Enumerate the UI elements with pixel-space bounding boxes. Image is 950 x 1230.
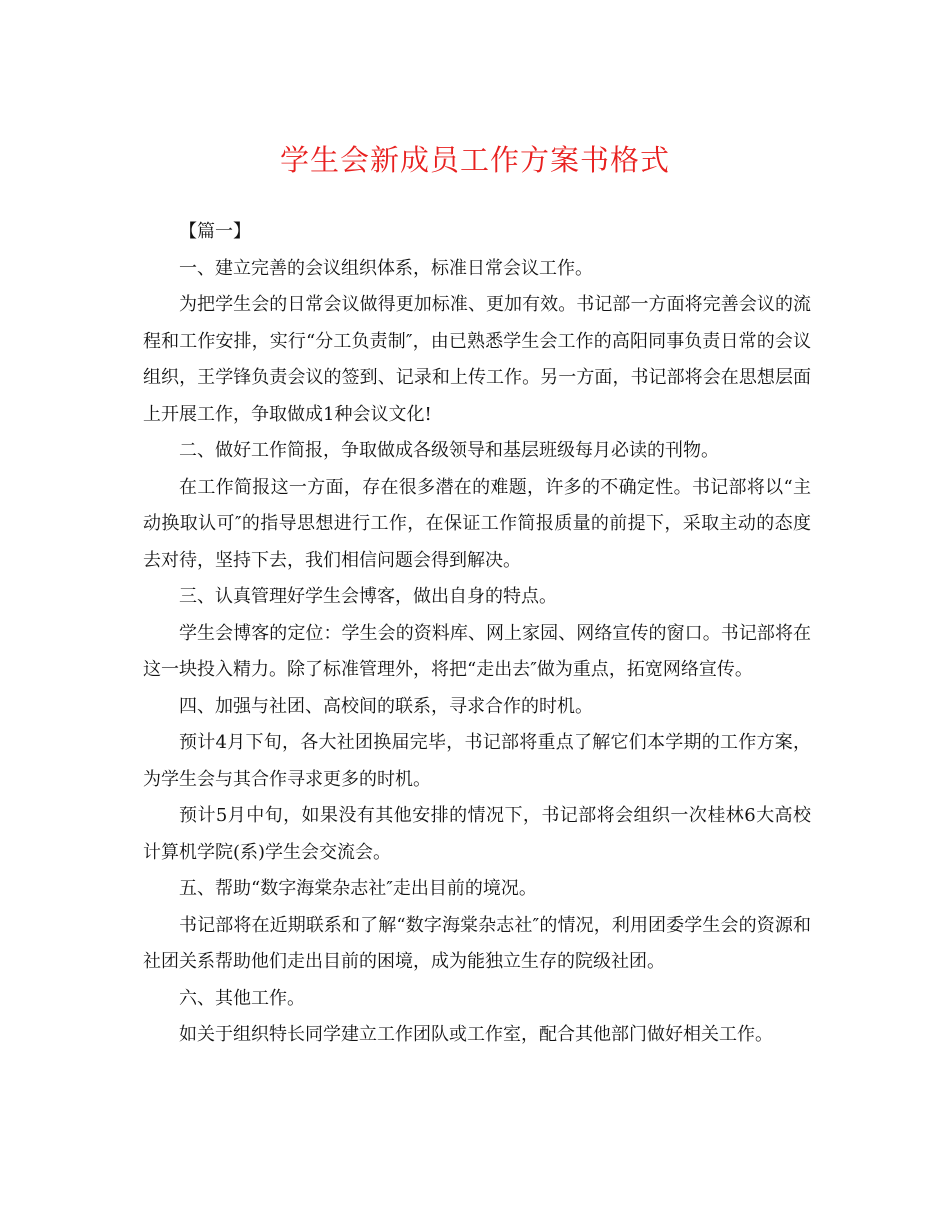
paragraph: 预计5月中旬，如果没有其他安排的情况下，书记部将会组织一次桂林6大高校计算机学院(系)学生会交流会。 [143, 805, 811, 863]
item-heading: 二、做好工作简报，争取做成各级领导和基层班级每月必读的刊物。 [179, 440, 719, 461]
paragraph: 预计4月下旬，各大社团换届完毕，书记部将重点了解它们本学期的工作方案，为学生会与其合作寻求更多的时机。 [143, 732, 811, 790]
document-body [143, 214, 811, 1054]
section-heading: 【篇一】 [179, 221, 251, 242]
item-heading: 五、帮助“数字海棠杂志社″走出目前的境况。 [179, 878, 537, 899]
paragraph: 书记部将在近期联系和了解“数字海棠杂志社″的情况，利用团委学生会的资源和社团关系帮助他们走出目前的困境，成为能独立生存的院级社团。 [143, 914, 811, 972]
item-heading: 一、建立完善的会议组织体系，标准日常会议工作。 [179, 257, 593, 279]
item-heading: 六、其他工作。 [179, 987, 305, 1009]
paragraph: 在工作简报这一方面，存在很多潜在的难题，许多的不确定性。书记部将以“主动换取认可″的指导思想进行工作，在保证工作简报质量的前提下，采取主动的态度去对待，坚持下去，我们相信问题会得到解决。 [143, 476, 811, 571]
document-title: 学生会新成员工作方案书格式 [279, 143, 670, 177]
paragraph: 为把学生会的日常会议做得更加标准、更加有效。书记部一方面将完善会议的流程和工作安排，实行“分工负责制″，由已熟悉学生会工作的高阳同事负责日常的会议组织，王学锋负责会议的签到、记录和上传工作。另一方面，书记部将会在思想层面上开展工作，争取做成1种会议文化! [143, 294, 811, 425]
paragraph: 如关于组织特长同学建立工作团队或工作室，配合其他部门做好相关工作。 [179, 1024, 773, 1045]
paragraph: 学生会博客的定位：学生会的资料库、网上家园、网络宣传的窗口。书记部将在这一块投入精力。除了标准管理外，将把“走出去″做为重点，拓宽网络宣传。 [143, 622, 811, 680]
item-heading: 四、加强与社团、高校间的联系，寻求合作的时机。 [179, 695, 593, 717]
item-heading: 三、认真管理好学生会博客，做出自身的特点。 [179, 586, 557, 607]
